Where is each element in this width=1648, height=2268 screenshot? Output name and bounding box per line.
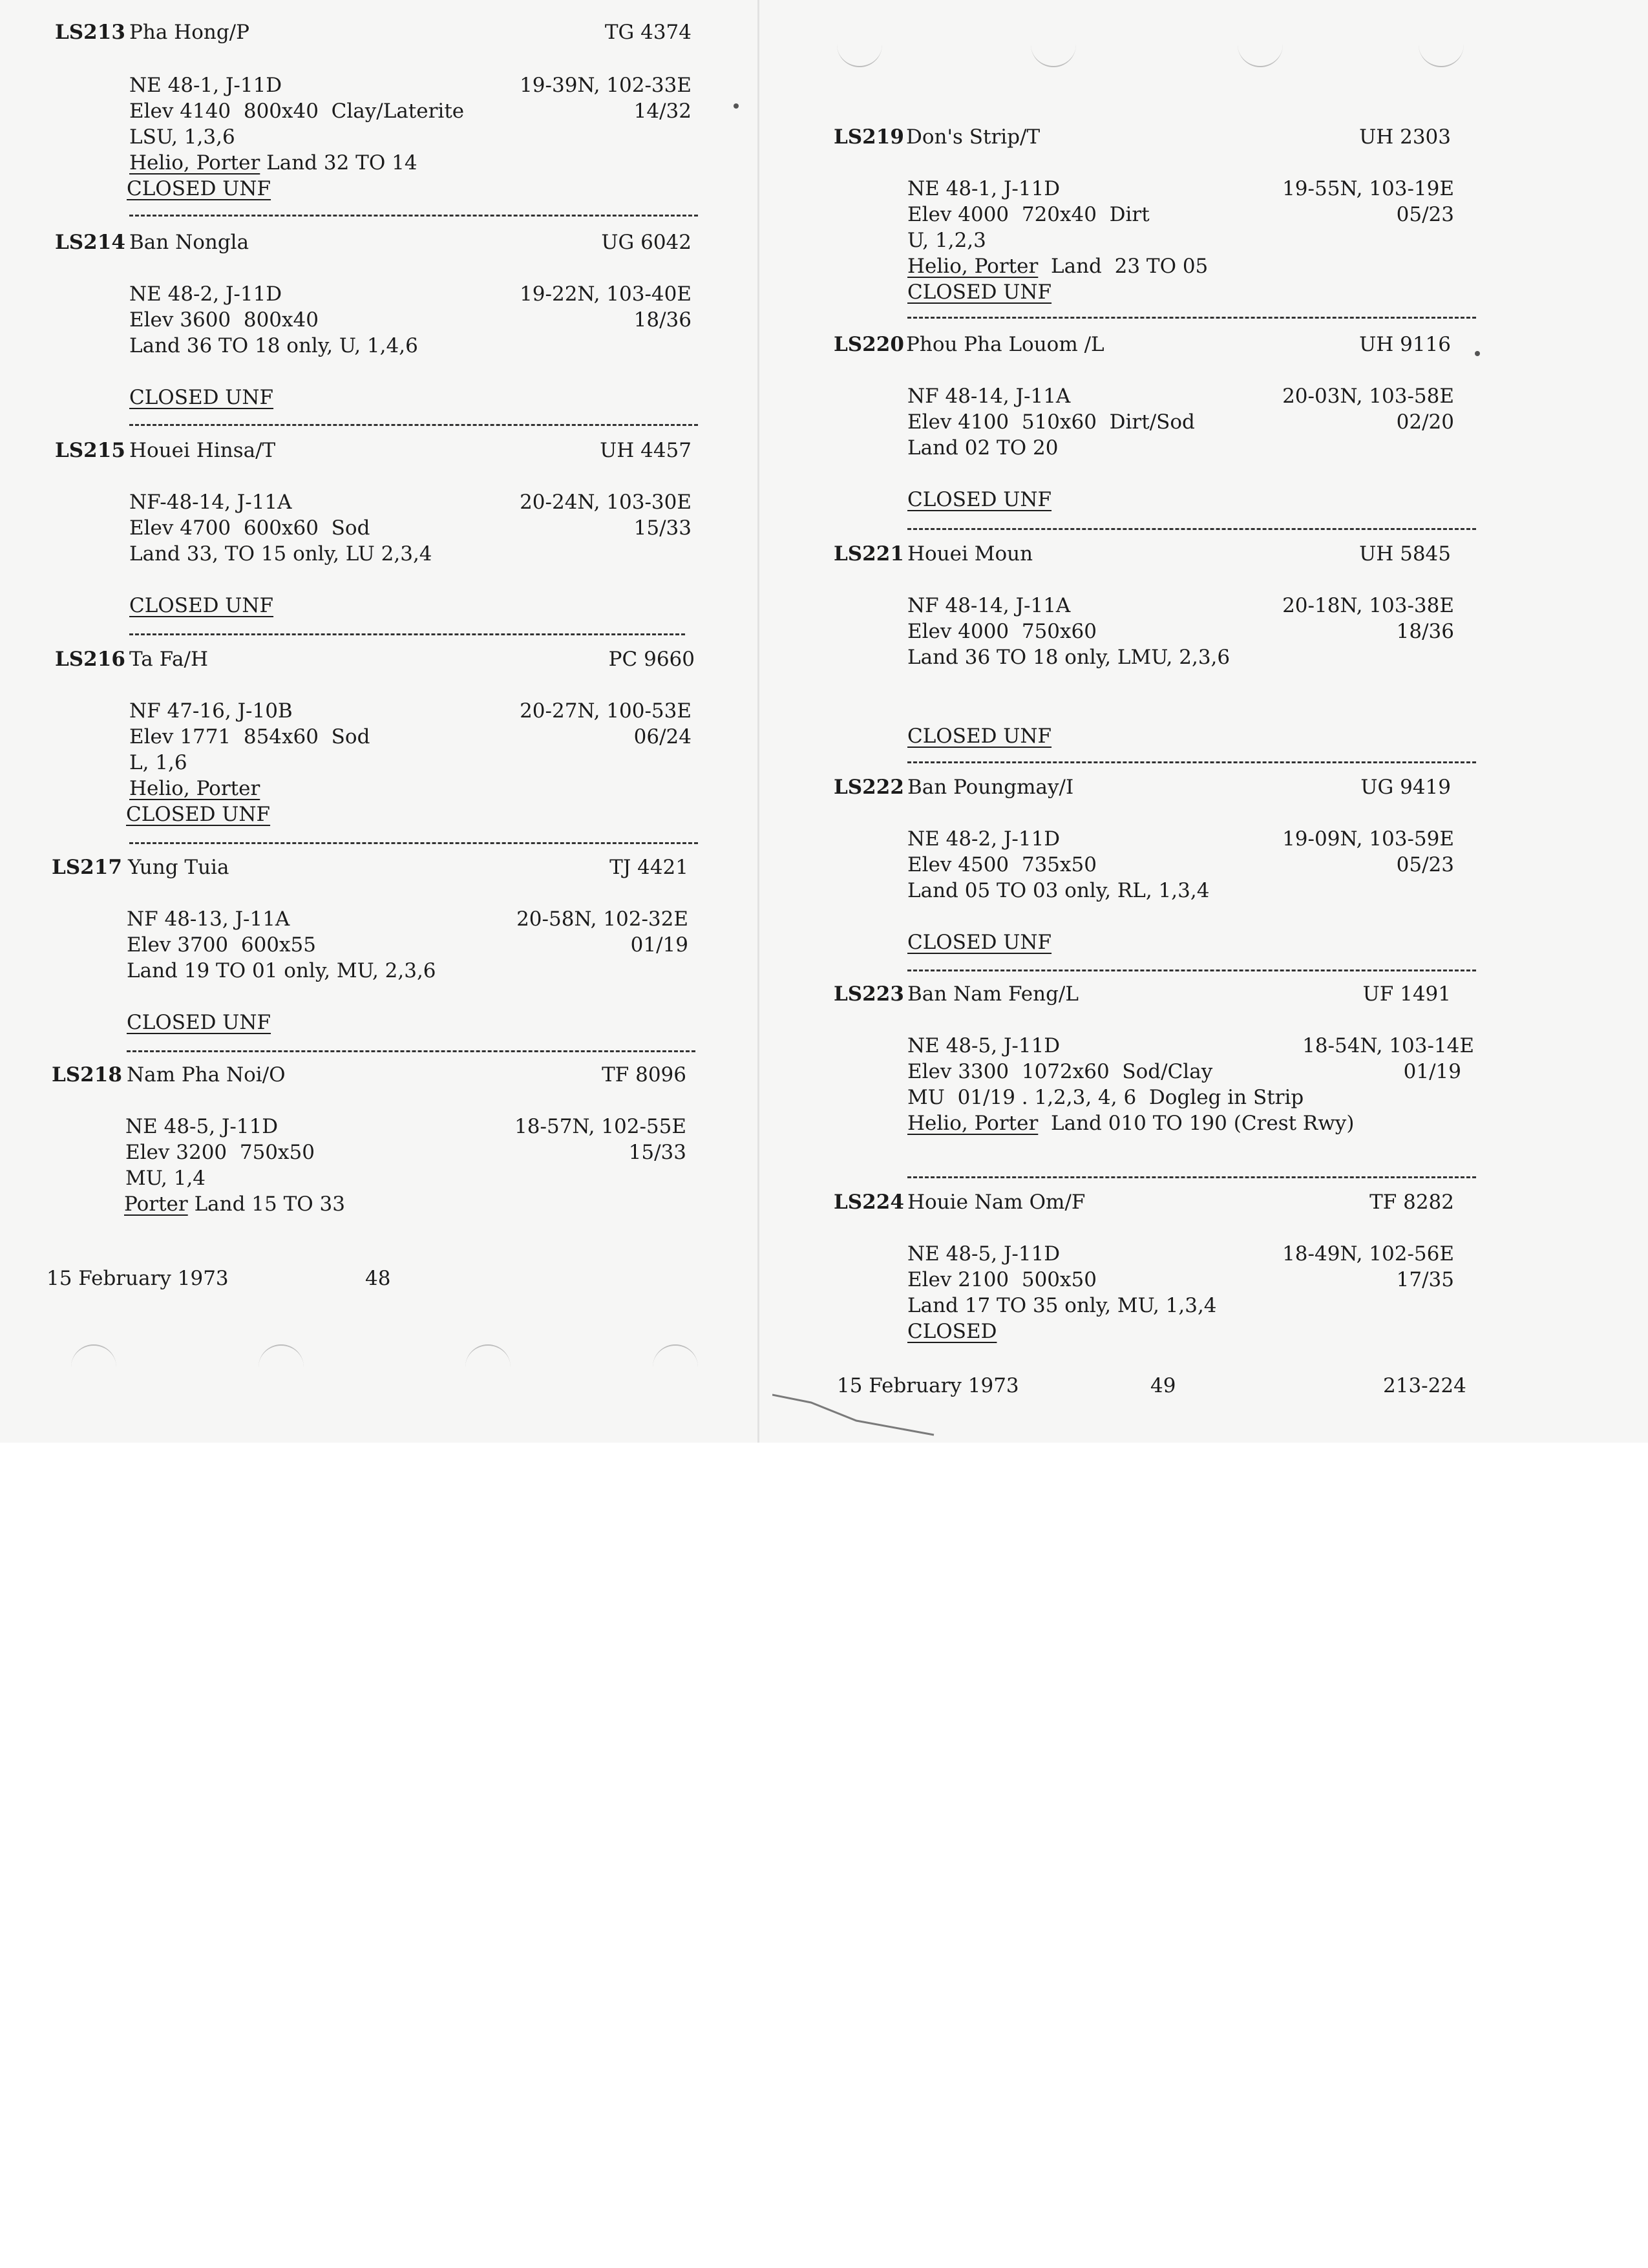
entry-id: LS223: [834, 982, 904, 1006]
aircraft-types: Helio, Porter: [907, 255, 1039, 278]
binder-hole: [837, 39, 882, 67]
entry-coord: 18-49N, 102-56E: [1282, 1242, 1454, 1266]
entry-status: CLOSED: [907, 1320, 997, 1343]
entry-status: CLOSED UNF: [127, 177, 271, 200]
entry-elev: Elev 4000 750x60: [907, 620, 1097, 643]
entry-line4: [129, 776, 260, 801]
entry-name: Houei Hinsa/T: [129, 439, 276, 462]
entry-line3: Land 02 TO 20: [907, 436, 1059, 460]
entry-divider: [907, 761, 1476, 763]
scan-speck: [1475, 351, 1480, 356]
entry-elev: Elev 1771 854x60 Sod: [129, 725, 370, 748]
entry-name: Don's Strip/T: [906, 125, 1041, 149]
entry-id: LS220: [834, 333, 904, 356]
landing-note: Land 010 TO 190 (Crest Rwy): [1038, 1112, 1355, 1135]
entry-grid: UH 2303: [1359, 125, 1451, 149]
entry-id: LS217: [52, 856, 122, 879]
entry-coord: 20-58N, 102-32E: [516, 907, 688, 931]
entry-coord: 19-39N, 102-33E: [520, 74, 692, 97]
entry-status: CLOSED UNF: [126, 803, 271, 826]
entry-line3: MU, 1,4: [125, 1167, 206, 1190]
entry-coord: 20-27N, 100-53E: [520, 699, 692, 723]
entry-name: Ban Poungmay/I: [907, 776, 1074, 799]
binder-hole: [71, 1344, 116, 1373]
entry-name: Houei Moun: [907, 542, 1033, 566]
entry-runway: 18/36: [1396, 620, 1454, 643]
entry-id: LS215: [55, 439, 125, 462]
entry-coord: 19-09N, 103-59E: [1282, 827, 1454, 851]
entry-sheet: NE 48-2, J-11D: [907, 827, 1061, 851]
binder-hole: [653, 1344, 698, 1373]
entry-elev: Elev 2100 500x50: [907, 1268, 1097, 1291]
aircraft-types: Porter: [124, 1192, 188, 1216]
entry-line4: [907, 1110, 1354, 1136]
entry-coord: 19-55N, 103-19E: [1282, 177, 1454, 200]
entry-coord: 20-18N, 103-38E: [1282, 594, 1454, 617]
entry-sheet: NF 47-16, J-10B: [129, 699, 293, 723]
entry-sheet: NF 48-14, J-11A: [907, 594, 1071, 617]
entry-coord: 19-22N, 103-40E: [520, 282, 692, 306]
entry-sheet: NE 48-5, J-11D: [907, 1242, 1061, 1266]
footer-date: 15 February 1973: [47, 1267, 229, 1290]
entry-grid: UF 1491: [1362, 982, 1451, 1006]
entry-grid: PC 9660: [608, 648, 695, 671]
entry-elev: Elev 3300 1072x60 Sod/Clay: [907, 1060, 1213, 1083]
entry-runway: 17/35: [1396, 1268, 1454, 1291]
entry-sheet: NF 48-14, J-11A: [907, 385, 1071, 408]
entry-grid: TJ 4421: [609, 856, 688, 879]
entry-divider: [127, 1050, 695, 1052]
entry-divider: [907, 970, 1476, 971]
entry-line4: [129, 150, 417, 176]
entry-grid: UH 9116: [1359, 333, 1451, 356]
entry-sheet: NE 48-1, J-11D: [129, 74, 282, 97]
entry-elev: Elev 4500 735x50: [907, 853, 1097, 876]
binder-hole: [1419, 39, 1464, 67]
landing-note: Land 15 TO 33: [187, 1192, 345, 1216]
binder-hole: [259, 1344, 304, 1373]
entry-status: CLOSED UNF: [907, 488, 1052, 511]
aircraft-types: Helio, Porter: [129, 777, 260, 800]
entry-name: Yung Tuia: [128, 856, 229, 879]
entry-runway: 06/24: [633, 725, 692, 748]
entry-grid: TF 8282: [1369, 1191, 1454, 1214]
entry-divider: [129, 842, 698, 844]
entry-line3: LSU, 1,3,6: [129, 125, 235, 149]
entry-coord: 20-03N, 103-58E: [1282, 385, 1454, 408]
entry-id: LS213: [55, 21, 125, 44]
entry-coord: 18-57N, 102-55E: [514, 1115, 686, 1138]
entry-elev: Elev 4140 800x40 Clay/Laterite: [129, 100, 465, 123]
entry-status: CLOSED UNF: [127, 1011, 271, 1034]
entry-line3: Land 19 TO 01 only, MU, 2,3,6: [127, 959, 436, 982]
entry-name: Pha Hong/P: [129, 21, 249, 44]
entry-divider: [907, 1176, 1476, 1178]
entry-status: CLOSED UNF: [129, 594, 274, 617]
entry-line3: Land 36 TO 18 only, U, 1,4,6: [129, 334, 418, 357]
entry-line4: [907, 253, 1208, 279]
binder-hole: [1238, 39, 1283, 67]
entry-sheet: NE 48-5, J-11D: [125, 1115, 279, 1138]
entry-coord: 18-54N, 103-14E: [1302, 1034, 1474, 1057]
landing-note: Land 23 TO 05: [1038, 255, 1209, 278]
entry-line3: U, 1,2,3: [907, 229, 986, 252]
entry-name: Ban Nam Feng/L: [907, 982, 1079, 1006]
entry-line3: Land 33, TO 15 only, LU 2,3,4: [129, 542, 432, 566]
entry-line4: [124, 1191, 345, 1217]
entry-grid: UH 4457: [600, 439, 692, 462]
entry-elev: Elev 4100 510x60 Dirt/Sod: [907, 410, 1195, 434]
page-number: 49: [1150, 1374, 1176, 1397]
entry-runway: 14/32: [633, 100, 692, 123]
entry-runway: 18/36: [633, 308, 692, 332]
entry-id: LS219: [834, 125, 904, 149]
entry-coord: 20-24N, 103-30E: [520, 491, 692, 514]
entry-status: CLOSED UNF: [129, 386, 274, 409]
scan-speck: [734, 103, 739, 109]
entry-grid: UH 5845: [1359, 542, 1451, 566]
entry-sheet: NF-48-14, J-11A: [129, 491, 292, 514]
entry-elev: Elev 4000 720x40 Dirt: [907, 203, 1150, 226]
entry-line3: Land 05 TO 03 only, RL, 1,3,4: [907, 879, 1210, 902]
binder-hole: [465, 1344, 511, 1373]
entry-runway: 05/23: [1396, 203, 1454, 226]
right-page: [759, 0, 1516, 1443]
entry-divider: [129, 215, 698, 217]
entry-name: Phou Pha Louom /L: [906, 333, 1104, 356]
entry-id: LS221: [834, 542, 904, 566]
entry-line3: L, 1,6: [129, 751, 187, 774]
entry-runway: 01/19: [630, 933, 688, 957]
binder-hole: [1031, 39, 1076, 67]
entry-elev: Elev 3700 600x55: [127, 933, 316, 957]
entry-runway: 01/19: [1403, 1060, 1461, 1083]
entry-runway: 15/33: [633, 516, 692, 540]
entry-status: CLOSED UNF: [907, 931, 1052, 954]
entry-sheet: NF 48-13, J-11A: [127, 907, 290, 931]
entry-id: LS222: [834, 776, 904, 799]
entry-name: Ban Nongla: [129, 231, 249, 254]
entry-divider: [129, 633, 685, 635]
entry-line3: Land 36 TO 18 only, LMU, 2,3,6: [907, 646, 1231, 669]
page-range: 213-224: [1383, 1374, 1466, 1397]
entry-runway: 05/23: [1396, 853, 1454, 876]
entry-line3: Land 17 TO 35 only, MU, 1,3,4: [907, 1294, 1217, 1317]
entry-status: CLOSED UNF: [907, 281, 1052, 304]
left-page: [0, 0, 756, 1443]
entry-elev: Elev 3200 750x50: [125, 1141, 315, 1164]
entry-name: Nam Pha Noi/O: [127, 1063, 286, 1086]
entry-id: LS216: [55, 648, 125, 671]
entry-grid: TG 4374: [604, 21, 692, 44]
aircraft-types: Helio, Porter: [907, 1112, 1039, 1135]
aircraft-types: Helio, Porter: [129, 151, 260, 175]
entry-id: LS218: [52, 1063, 122, 1086]
entry-elev: Elev 3600 800x40: [129, 308, 319, 332]
entry-sheet: NE 48-1, J-11D: [907, 177, 1061, 200]
entry-line3: MU 01/19 . 1,2,3, 4, 6 Dogleg in Strip: [907, 1086, 1304, 1109]
entry-runway: 02/20: [1396, 410, 1454, 434]
entry-elev: Elev 4700 600x60 Sod: [129, 516, 370, 540]
entry-divider: [129, 424, 698, 426]
page-number: 48: [365, 1267, 391, 1290]
landing-note: Land 32 TO 14: [260, 151, 417, 175]
entry-runway: 15/33: [628, 1141, 686, 1164]
entry-grid: UG 6042: [601, 231, 692, 254]
entry-name: Ta Fa/H: [129, 648, 208, 671]
entry-grid: TF 8096: [602, 1063, 686, 1086]
entry-divider: [907, 317, 1476, 319]
footer-date: 15 February 1973: [837, 1374, 1019, 1397]
torn-corner-shape: [772, 1390, 940, 1441]
entry-sheet: NE 48-5, J-11D: [907, 1034, 1061, 1057]
entry-id: LS224: [834, 1191, 904, 1214]
entry-sheet: NE 48-2, J-11D: [129, 282, 282, 306]
entry-id: LS214: [55, 231, 125, 254]
entry-name: Houie Nam Om/F: [907, 1191, 1086, 1214]
entry-divider: [907, 528, 1476, 530]
entry-grid: UG 9419: [1360, 776, 1451, 799]
entry-status: CLOSED UNF: [907, 725, 1052, 748]
